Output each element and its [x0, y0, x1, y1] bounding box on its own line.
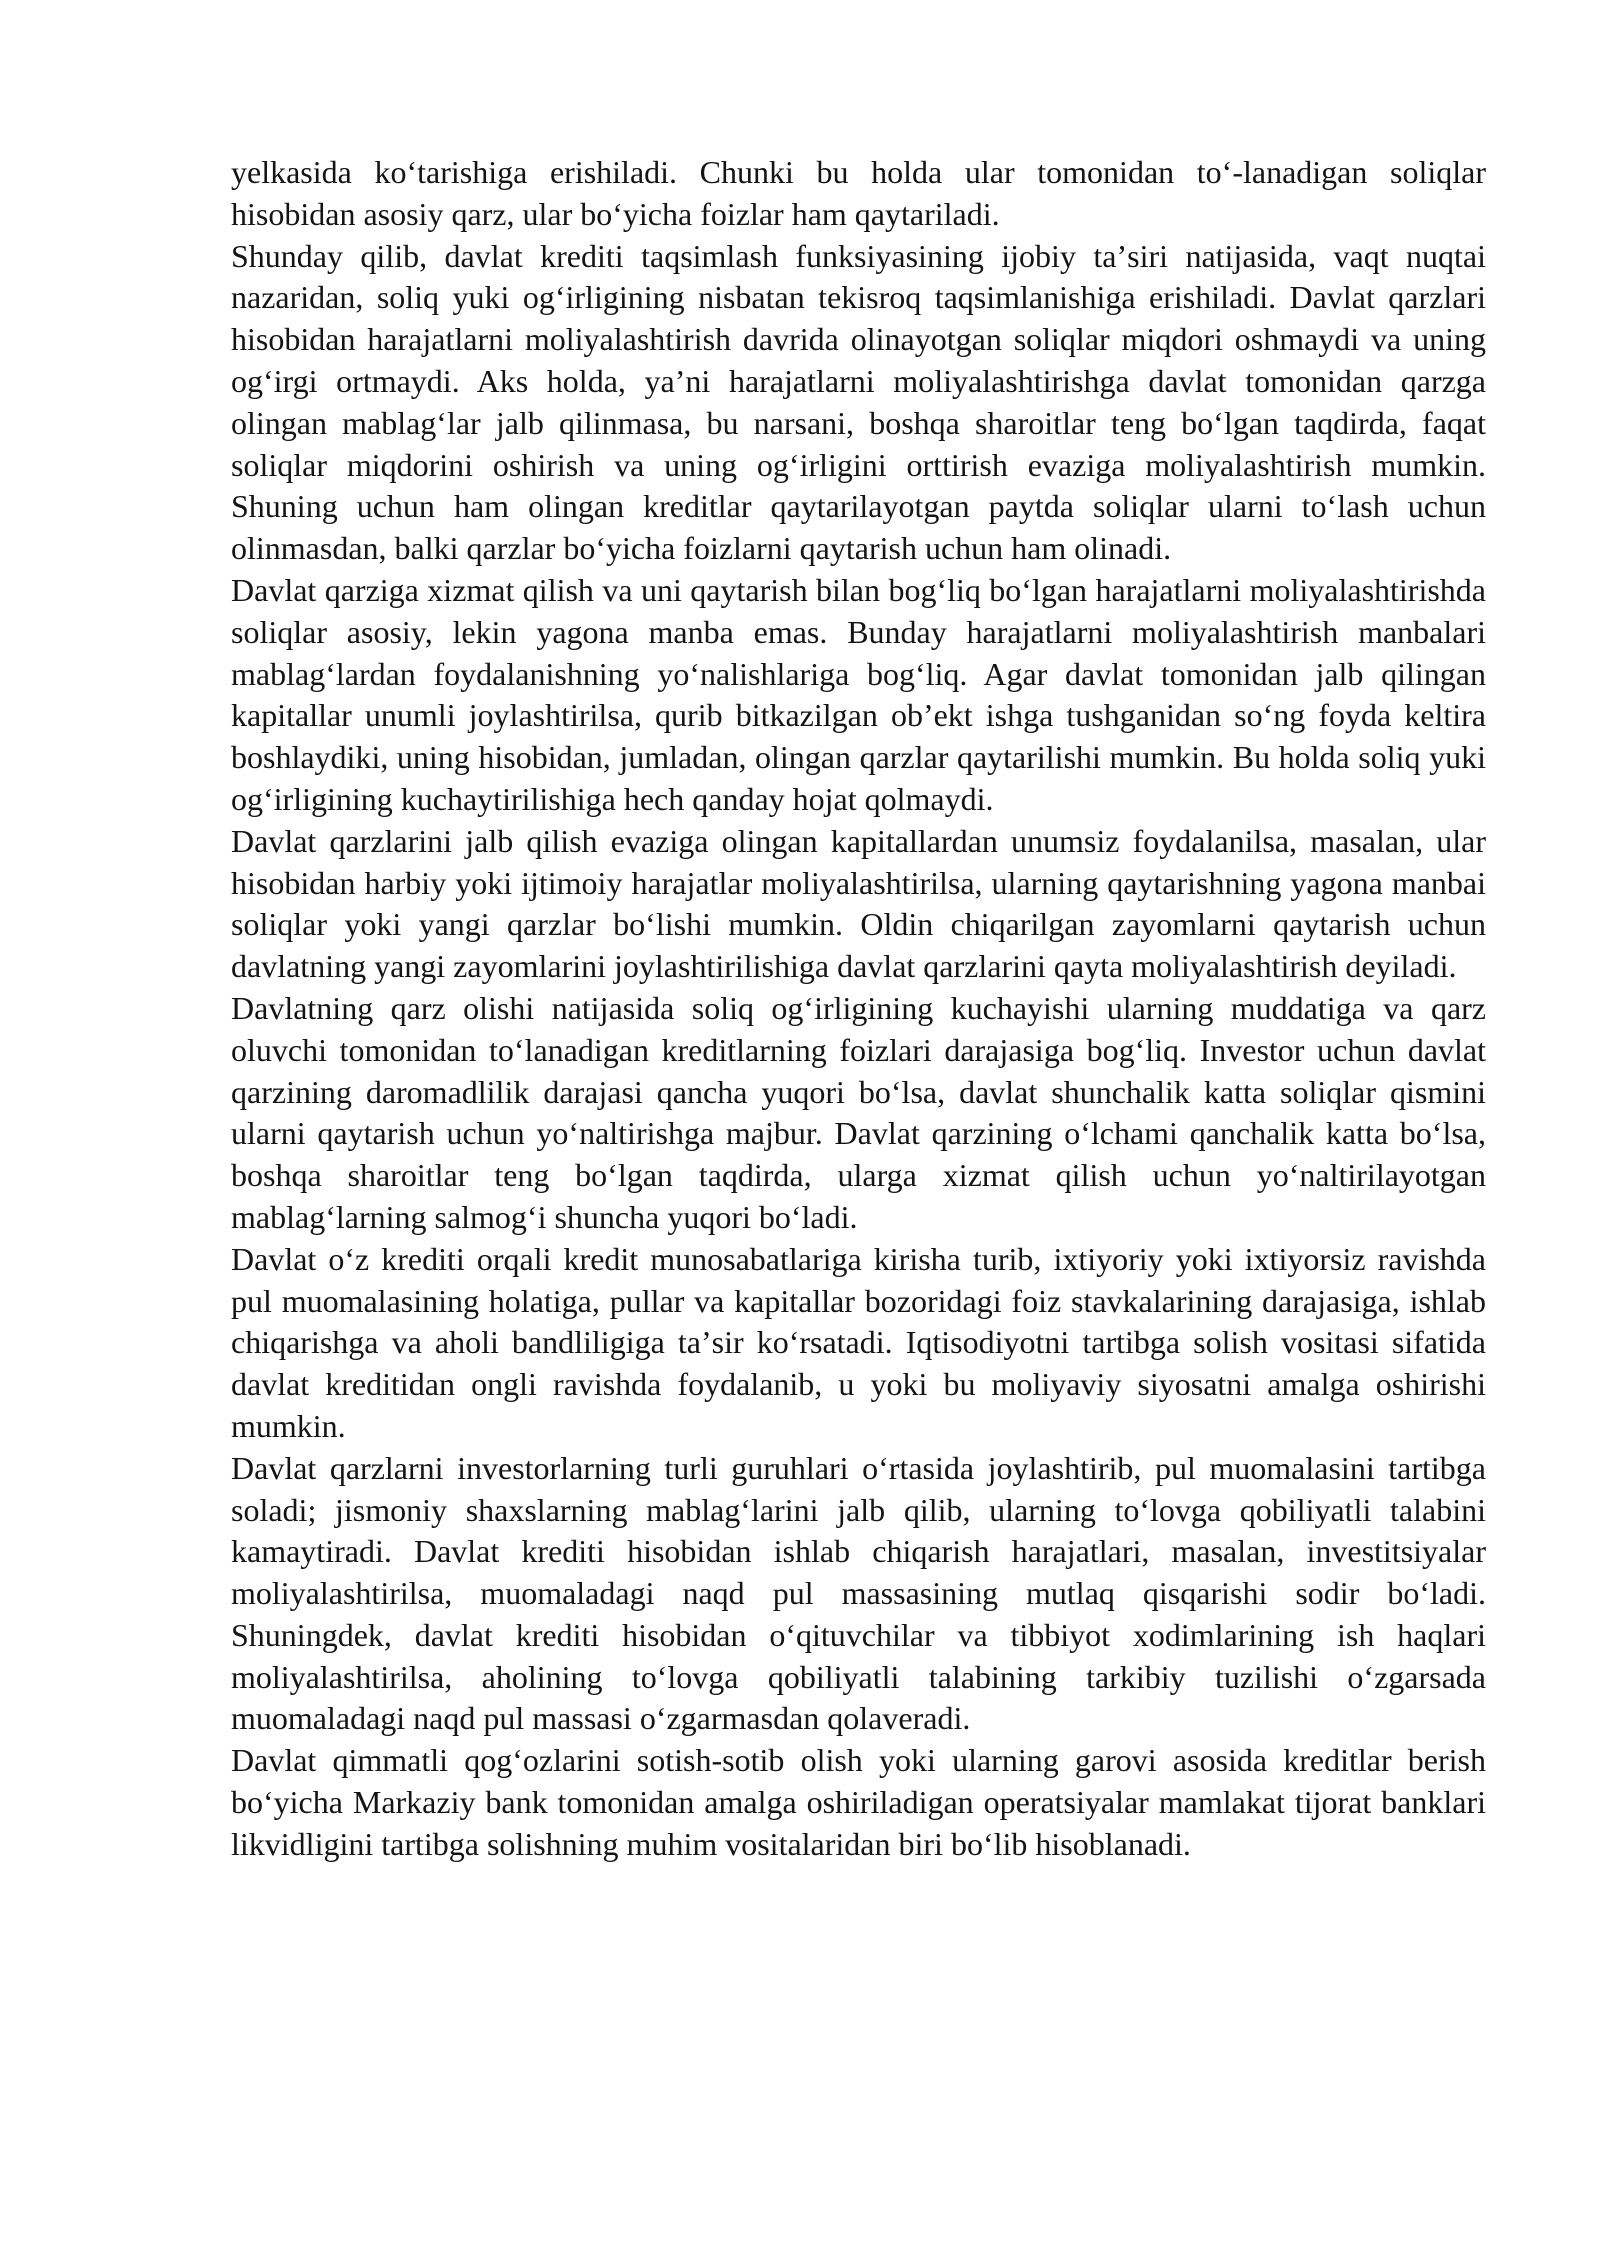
paragraph: Davlat qarziga xizmat qilish va uni qaytarish bilan bogʻliq boʻlgan harajatlarni moliyalashtirishda soliqlar asosiy, lekin yagona manba emas. Bunday harajatlarni moliyalashtirish manbalari mablagʻlardan foydalanishning yoʻnalishlariga bogʻliq. Agar davlat tomonidan jalb qilingan kapitallar unumli joylashtirilsa, qurib bitkazilgan obʼekt ishga tushganidan soʻng foyda keltira boshlaydiki, uning hisobidan, jumladan, olingan qarzlar qaytarilishi mumkin. Bu holda soliq yuki ogʻirligining kuchaytirilishiga hech qanday hojat qolmaydi. — [231, 571, 1486, 817]
paragraph: Davlat oʻz krediti orqali kredit munosabatlariga kirisha turib, ixtiyoriy yoki ixtiyorsiz ravishda pul muomalasining holatiga, pullar va kapitallar bozoridagi foiz stavkalarining darajasiga, ishlab chiqarishga va aholi bandliligiga taʼsir koʻrsatadi. Iqtisodiyotni tartibga solish vositasi sifatida davlat kreditidan ongli ravishda foydalanib, u yoki bu moliyaviy siyosatni amalga oshirishi mumkin. — [231, 1240, 1486, 1444]
paragraph: Davlatning qarz olishi natijasida soliq ogʻirligining kuchayishi ularning muddatiga va qarz oluvchi tomonidan toʻlanadigan kreditlarning foizlari darajasiga bogʻliq. Investor uchun davlat qarzining daromadlilik darajasi qancha yuqori boʻlsa, davlat shunchalik katta soliqlar qismini ularni qaytarish uchun yoʻnaltirishga majbur. Davlat qarzining oʻlchami qanchalik katta boʻlsa, boshqa sharoitlar teng boʻlgan taqdirda, ularga xizmat qilish uchun yoʻnaltirilayotgan mablagʻlarning salmogʻi shuncha yuqori boʻladi. — [231, 989, 1486, 1235]
paragraph: yelkasida koʻtarishiga erishiladi. Chunki bu holda ular tomonidan toʻ-lanadigan soliqlar hisobidan asosiy qarz, ular boʻyicha foizlar ham qaytariladi. — [231, 154, 1486, 232]
paragraph: Davlat qimmatli qogʻozlarini sotish-sotib olish yoki ularning garovi asosida kreditlar berish boʻyicha Markaziy bank tomonidan amalga oshiriladigan operatsiyalar mamlakat tijorat banklari likvidligini tartibga solishning muhim vositalaridan biri boʻlib hisoblanadi. — [231, 1742, 1486, 1862]
paragraph: Davlat qarzlarni investorlarning turli guruhlari oʻrtasida joylashtirib, pul muomalasini tartibga soladi; jismoniy shaxslarning mablagʻlarini jalb qilib, ularning toʻlovga qobiliyatli talabini kamaytiradi. Davlat krediti hisobidan ishlab chiqarish harajatlari, masalan, investitsiyalar moliyalashtirilsa, muomaladagi naqd pul massasining mutlaq qisqarishi sodir boʻladi. Shuningdek, davlat krediti hisobidan oʻqituvchilar va tibbiyot xodimlarining ish haqlari moliyalashtirilsa, aholining toʻlovga qobiliyatli talabining tarkibiy tuzilishi oʻzgarsada muomaladagi naqd pul massasi oʻzgarmasdan qolaveradi. — [231, 1449, 1486, 1737]
paragraph: Davlat qarzlarini jalb qilish evaziga olingan kapitallardan unumsiz foydalanilsa, masalan, ular hisobidan harbiy yoki ijtimoiy harajatlar moliyalashtirilsa, ularning qaytarishning yagona manbai soliqlar yoki yangi qarzlar boʻlishi mumkin. Oldin chiqarilgan zayomlarni qaytarish uchun davlatning yangi zayomlarini joylashtirilishiga davlat qarzlarini qayta moliyalashtirish deyiladi. — [231, 822, 1486, 985]
document-page — [231, 152, 1486, 1866]
paragraph: Shunday qilib, davlat krediti taqsimlash funksiyasining ijobiy taʼsiri natijasida, vaqt nuqtai nazaridan, soliq yuki ogʻirligining nisbatan tekisroq taqsimlanishiga erishiladi. Davlat qarzlari hisobidan harajatlarni moliyalashtirish davrida olinayotgan soliqlar miqdori oshmaydi va uning ogʻirgi ortmaydi. Aks holda, yaʼni harajatlarni moliyalashtirishga davlat tomonidan qarzga olingan mablagʻlar jalb qilinmasa, bu narsani, boshqa sharoitlar teng boʻlgan taqdirda, faqat soliqlar miqdorini oshirish va uning ogʻirligini orttirish evaziga moliyalashtirish mumkin. Shuning uchun ham olingan kreditlar qaytarilayotgan paytda soliqlar ularni toʻlash uchun olinmasdan, balki qarzlar boʻyicha foizlarni qaytarish uchun ham olinadi. — [231, 237, 1486, 567]
